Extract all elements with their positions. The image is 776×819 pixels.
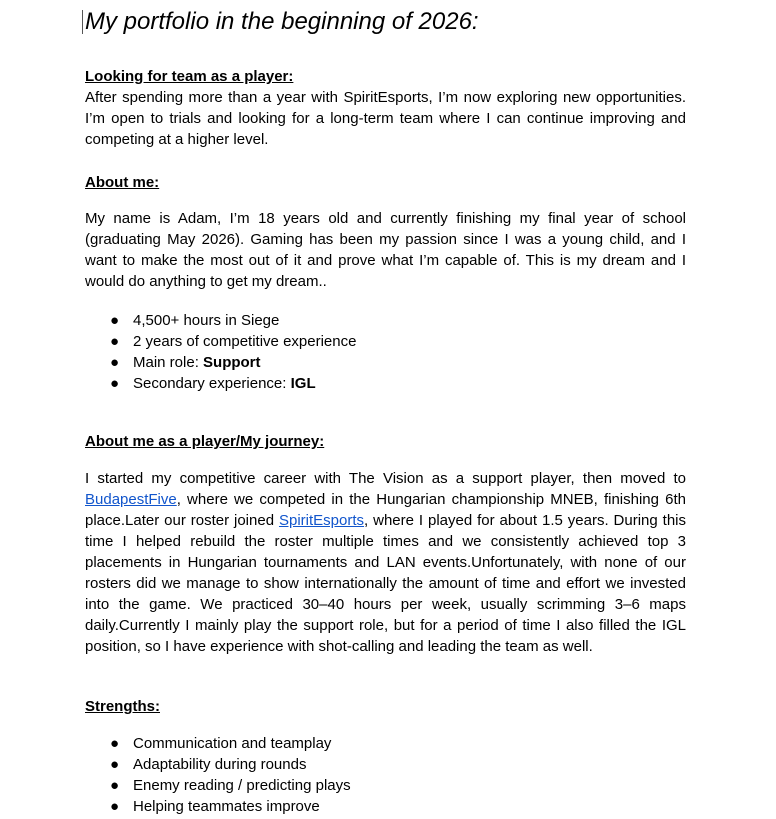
page-title: My portfolio in the beginning of 2026:: [85, 8, 479, 35]
bullet-icon: ●: [110, 777, 120, 794]
list-item-text: Communication and teamplay: [133, 735, 332, 752]
list-item-label: Secondary experience:: [133, 375, 291, 392]
bullet-icon: ●: [110, 354, 120, 371]
list-item: [85, 733, 351, 754]
bullet-icon: ●: [110, 735, 120, 752]
list-item: [85, 331, 356, 352]
bullet-icon: ●: [110, 312, 120, 329]
list-item-text: 2 years of competitive experience: [133, 333, 357, 350]
heading-about-me: About me:: [85, 174, 160, 191]
journey-text-part: , where we competed in the Hungarian championship MNEB, finishing 6th place.Later our roster joined: [85, 491, 686, 529]
list-item-text: 4,500+ hours in Siege: [133, 312, 280, 329]
list-item: [85, 775, 351, 796]
bullet-icon: ●: [110, 756, 120, 773]
list-item-text: Adaptability during rounds: [133, 756, 307, 773]
list-item: [85, 754, 351, 775]
text-cursor: [82, 10, 83, 34]
link-spiritesports[interactable]: SpiritEsports: [278, 512, 365, 529]
list-item-label: Main role:: [133, 354, 204, 371]
list-item-value: Support: [203, 354, 261, 371]
heading-looking-for-team: Looking for team as a player:: [85, 68, 294, 85]
about-me-bullet-list: [85, 310, 356, 394]
list-item: [85, 352, 356, 373]
bullet-icon: ●: [110, 798, 120, 815]
paragraph-looking-for-team: After spending more than a year with SpiritEsports, I’m now exploring new opportunities. I’m open to trials and looking for a long-term team where I can continue improving and competing at a higher level.: [85, 89, 686, 148]
list-item-text: Enemy reading / predicting plays: [133, 777, 351, 794]
list-item-text: Helping teammates improve: [133, 798, 320, 815]
list-item: [85, 796, 351, 817]
paragraph-journey: [85, 468, 686, 657]
heading-journey: About me as a player/My journey:: [85, 433, 325, 450]
strengths-bullet-list: [85, 733, 351, 817]
bullet-icon: ●: [110, 333, 120, 350]
bullet-icon: ●: [110, 375, 120, 392]
list-item: [85, 310, 356, 331]
link-budapestfive[interactable]: BudapestFive: [85, 491, 177, 508]
paragraph-about-me: My name is Adam, I’m 18 years old and currently finishing my final year of school (graduating May 2026). Gaming has been my passion since I was a young child, and I want to make the most out of it and prove what I’m capable of. This is my dream and I would do anything to get my dream..: [85, 210, 686, 290]
list-item-value: IGL: [290, 375, 316, 392]
heading-strengths: Strengths:: [85, 698, 160, 715]
journey-text-part: I started my competitive career with The Vision as a support player, then moved to: [85, 470, 686, 487]
journey-text-part: , where I played for about 1.5 years. During this time I helped rebuild the roster multiple times and we consistently achieved top 3 placements in Hungarian tournaments and LAN events.Unfortunately, with none of our rosters did we manage to show internationally the amount of time and effort we invested into the game. We practiced 30–40 hours per week, usually scrimming 3–6 maps daily.Currently I mainly play the support role, but for a period of time I also filled the IGL position, so I have experience with shot-calling and leading the team as well.: [85, 512, 686, 655]
list-item: [85, 373, 356, 394]
